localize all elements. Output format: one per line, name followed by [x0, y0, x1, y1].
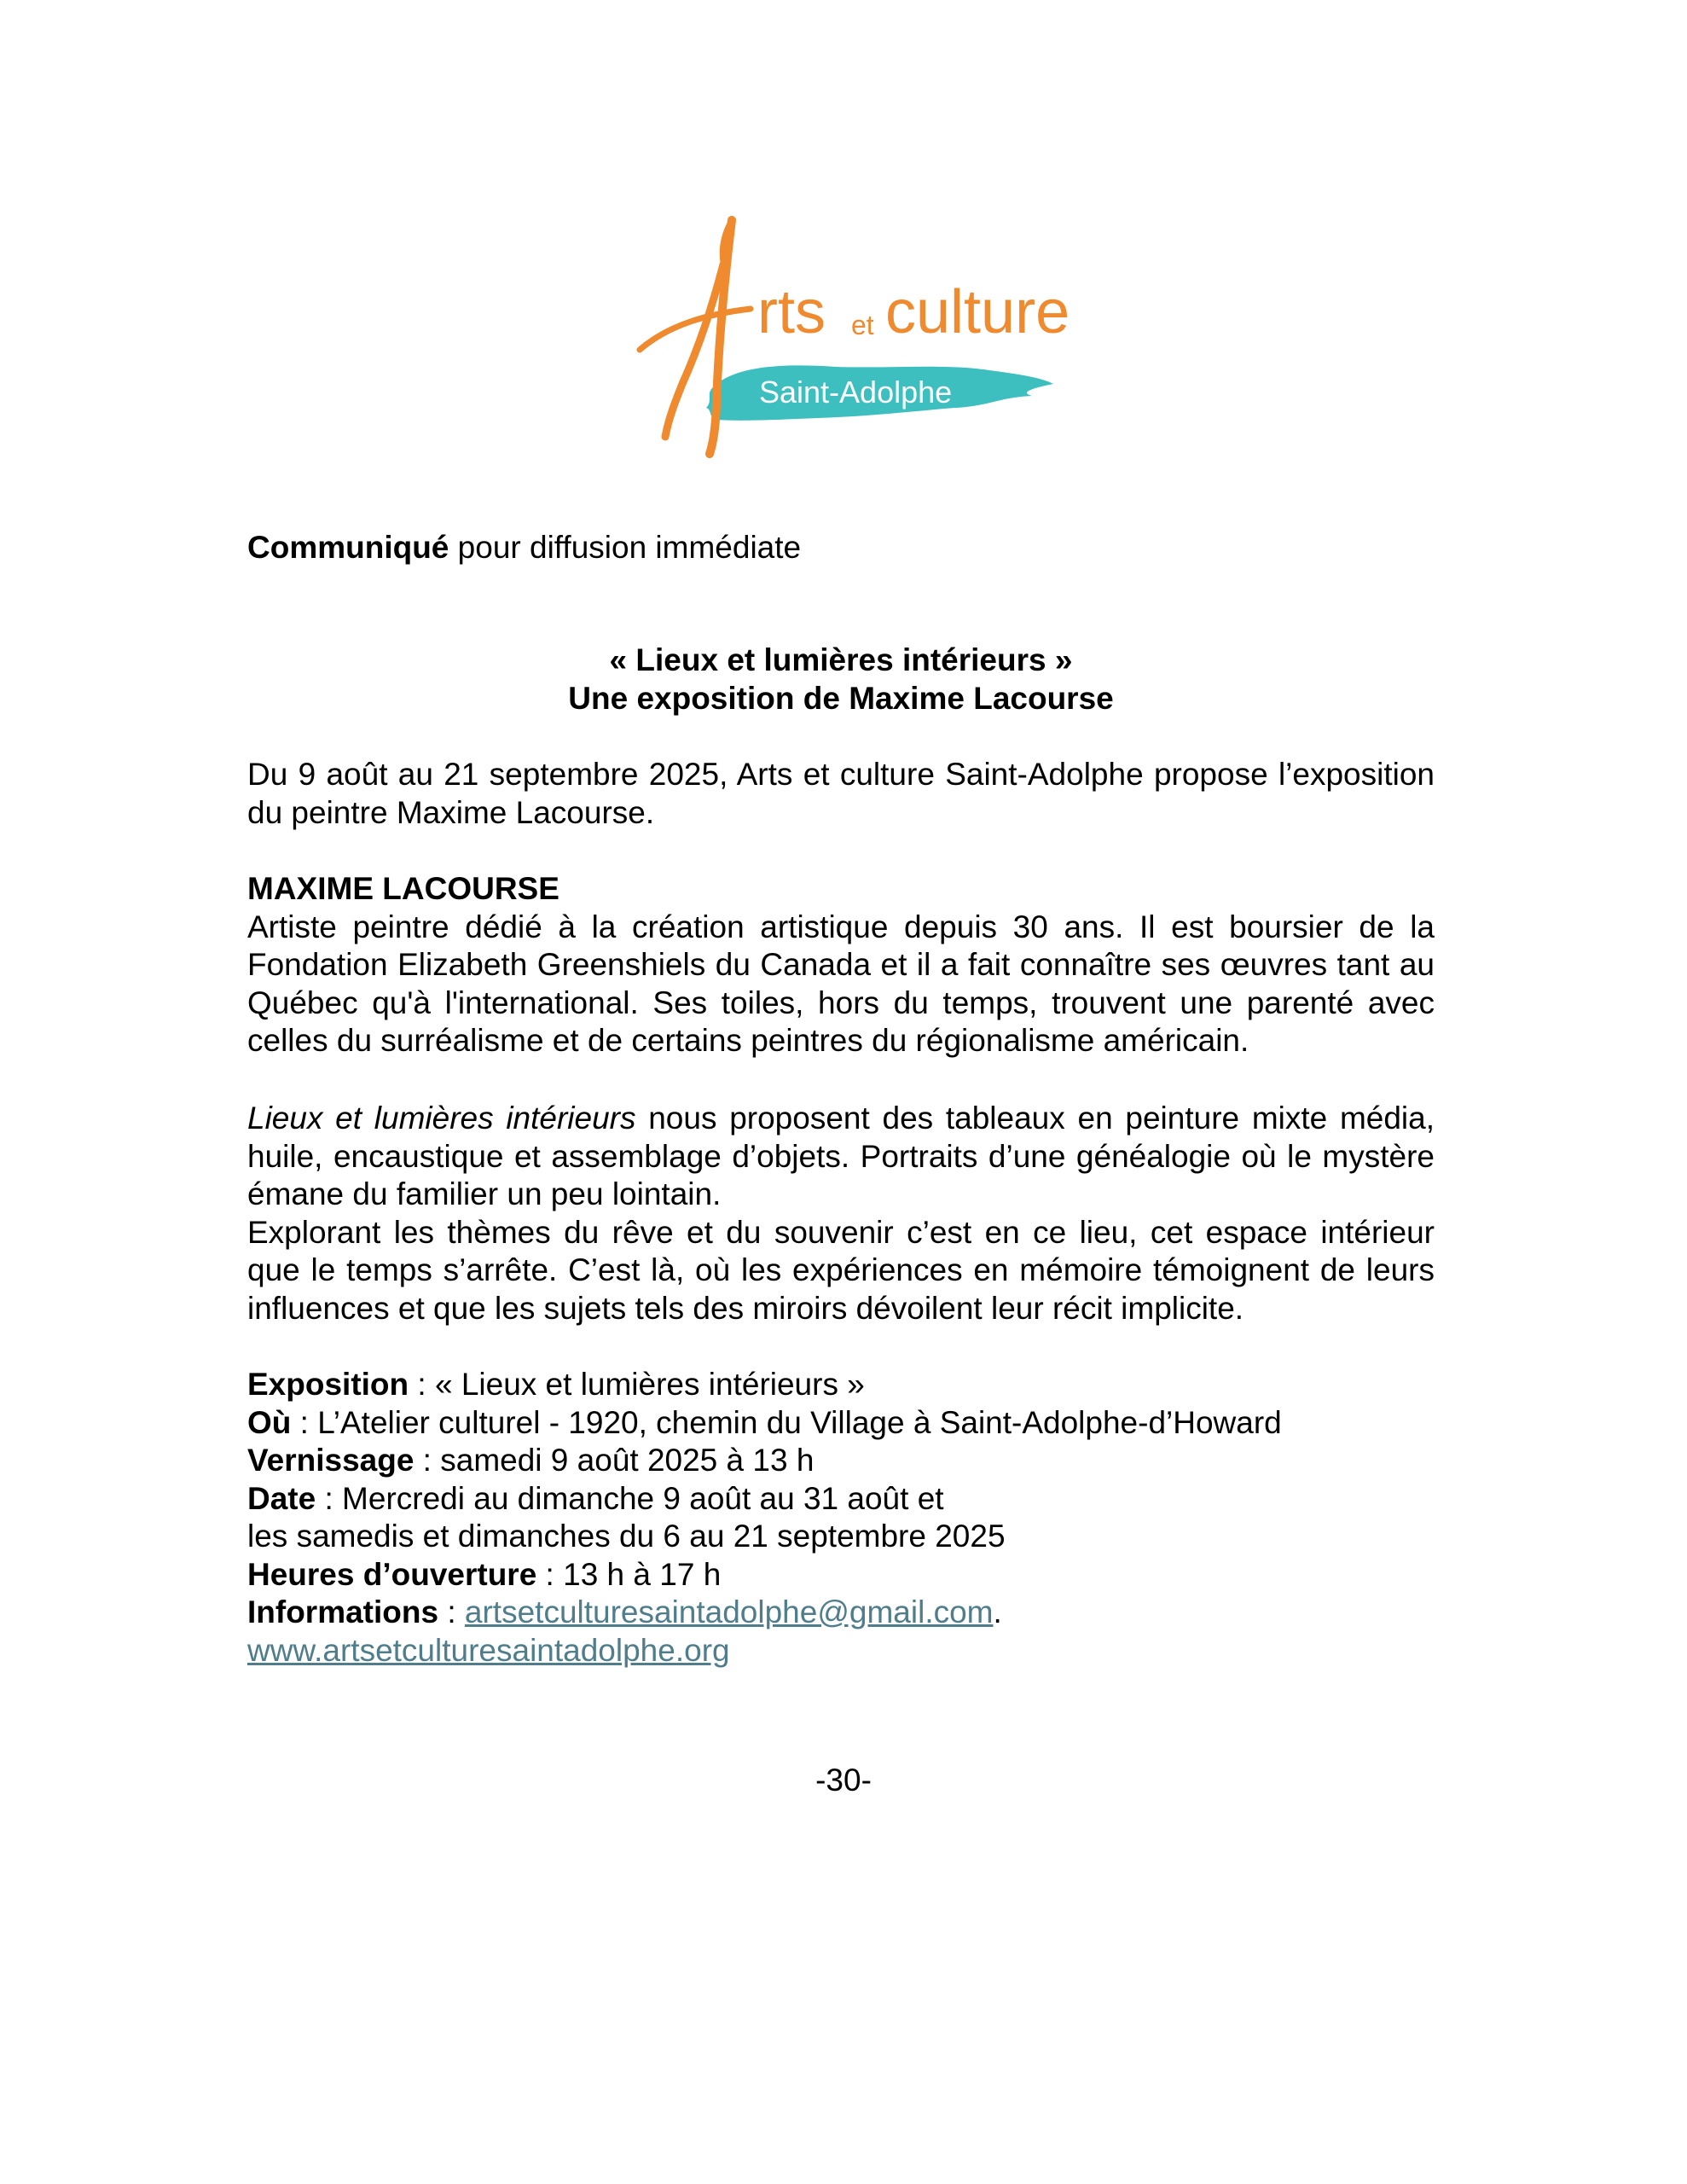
- detail-label: Informations: [247, 1594, 439, 1629]
- detail-date-line-2: les samedis et dimanches du 6 au 21 septembre 2025: [247, 1519, 1006, 1554]
- detail-date: [247, 1480, 1435, 1519]
- intro-bold: Communiqué: [247, 530, 449, 565]
- artist-bio: Artiste peintre dédié à la création artistique depuis 30 ans. Il est boursier de la Fondation Elizabeth Greenshiels du Canada et il a fait connaître ses œuvres tant au Québec qu'à l'international. Ses toiles, hors du temps, trouvent une parenté avec celles du surréalisme et de certains peintres du régionalisme américain.: [247, 909, 1435, 1058]
- detail-label: Où: [247, 1404, 292, 1440]
- detail-value: : samedi 9 août 2025 à 13 h: [414, 1443, 815, 1478]
- description-paragraph: [247, 1100, 1435, 1214]
- logo-word-culture: culture: [885, 278, 1070, 346]
- detail-value: : 13 h à 17 h: [536, 1556, 722, 1592]
- detail-separator: :: [438, 1594, 465, 1629]
- page-number: -30-: [815, 1763, 872, 1798]
- intro-rest: pour diffusion immédiate: [449, 530, 802, 565]
- detail-label: Exposition: [247, 1367, 409, 1402]
- title-line-1: « Lieux et lumières intérieurs »: [609, 642, 1073, 677]
- detail-label: Vernissage: [247, 1443, 415, 1478]
- email-link[interactable]: artsetculturesaintadolphe@gmail.com: [464, 1594, 994, 1629]
- website-link[interactable]: www.artsetculturesaintadolphe.org: [247, 1632, 730, 1668]
- description-text: nous proposent des tableaux en peinture mixte média, huile, encaustique et assemblage d’objets. Portraits d’une généalogie où le mystère émane du familier un peu lointain.: [247, 1101, 1435, 1211]
- detail-website: [247, 1632, 1435, 1670]
- logo-subtitle: Saint-Adolphe: [759, 375, 953, 410]
- detail-hours: [247, 1556, 1435, 1594]
- detail-label: Date: [247, 1480, 316, 1516]
- logo-graphic: [631, 213, 1070, 461]
- detail-exposition: [247, 1366, 1435, 1404]
- details-block: [247, 1366, 1435, 1670]
- intro-line: [247, 529, 1435, 567]
- detail-value: : « Lieux et lumières intérieurs »: [409, 1367, 865, 1402]
- detail-label: Heures d’ouverture: [247, 1556, 537, 1592]
- artist-section: [247, 870, 1435, 1060]
- document-title: [247, 642, 1435, 717]
- logo-word-et: et: [851, 310, 874, 340]
- detail-location: [247, 1404, 1435, 1443]
- detail-value: : L’Atelier culturel - 1920, chemin du Village à Saint-Adolphe-d’Howard: [291, 1404, 1282, 1440]
- detail-value: : Mercredi au dimanche 9 août au 31 août et: [316, 1480, 944, 1516]
- description-paragraph-2: Explorant les thèmes du rêve et du souvenir c’est en ce lieu, cet espace intérieur que le temps s’arrête. C’est là, où les expériences en mémoire témoignent de leurs influences et que les sujets tels des miroirs dévoilent leur récit implicite.: [247, 1214, 1435, 1326]
- detail-informations: [247, 1594, 1435, 1632]
- title-line-2: Une exposition de Maxime Lacourse: [568, 680, 1114, 716]
- detail-vernissage: [247, 1442, 1435, 1480]
- lead-paragraph: Du 9 août au 21 septembre 2025, Arts et culture Saint-Adolphe propose l’exposition du peintre Maxime Lacourse.: [247, 757, 1435, 830]
- arts-et-culture-logo: [631, 213, 1070, 461]
- description-section: [247, 1100, 1435, 1327]
- artist-heading: MAXIME LACOURSE: [247, 871, 559, 906]
- logo-word-rts: rts: [757, 278, 826, 346]
- detail-punctuation: .: [993, 1594, 1002, 1629]
- exhibition-title-italic: Lieux et lumières intérieurs: [247, 1101, 636, 1136]
